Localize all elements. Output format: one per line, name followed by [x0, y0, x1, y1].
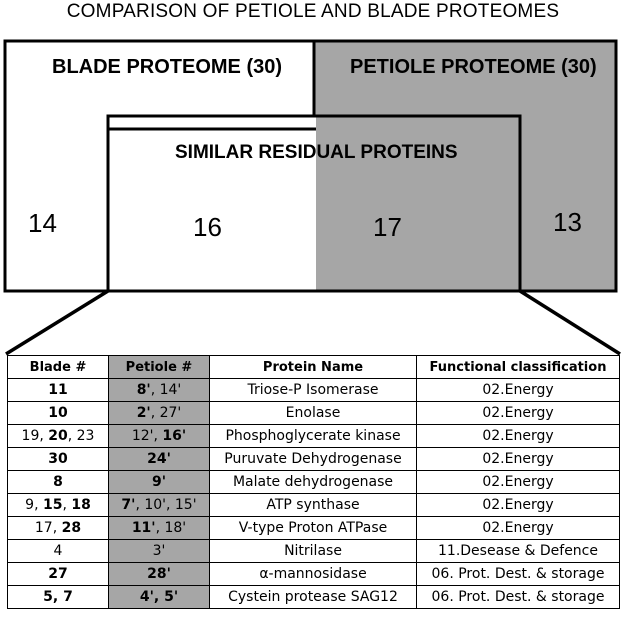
petiole-number-cell-part: , 14' [150, 382, 182, 398]
blade-proteome-label: BLADE PROTEOME (30) [52, 56, 283, 78]
petiole-number-cell [109, 563, 210, 586]
blade-number-cell-part: 9, [25, 497, 43, 513]
petiole-number-cell-part: 3' [152, 543, 166, 559]
protein-name-cell: Triose-P Isomerase [210, 379, 417, 402]
protein-name-cell: Nitrilase [210, 540, 417, 563]
table-row [8, 448, 620, 471]
connector-trapezoid [6, 291, 620, 354]
functional-classification-cell: 02.Energy [417, 517, 620, 540]
table-row [8, 517, 620, 540]
table-row [8, 494, 620, 517]
blade-number-cell [8, 425, 109, 448]
protein-name-cell: α-mannosidase [210, 563, 417, 586]
table-row [8, 402, 620, 425]
table-row [8, 425, 620, 448]
petiole-number-cell [109, 540, 210, 563]
blade-number-cell-part: , [62, 497, 72, 513]
blade-number-cell [8, 563, 109, 586]
petiole-number-cell [109, 494, 210, 517]
petiole-proteome-label: PETIOLE PROTEOME (30) [350, 56, 597, 78]
functional-classification-cell: 06. Prot. Dest. & storage [417, 563, 620, 586]
figure-title: COMPARISON OF PETIOLE AND BLADE PROTEOMES [66, 1, 560, 22]
functional-classification-cell: 02.Energy [417, 425, 620, 448]
functional-classification-cell: 02.Energy [417, 379, 620, 402]
blade-number-cell [8, 517, 109, 540]
blade-number-cell-part: 28 [61, 520, 82, 536]
blade-number-cell-part: 10 [48, 405, 68, 421]
header-blade: Blade # [8, 356, 109, 379]
petiole-number-cell-part: 24' [147, 451, 171, 467]
blade-number-cell [8, 586, 109, 609]
functional-classification-cell: 02.Energy [417, 448, 620, 471]
functional-classification-cell: 11.Desease & Defence [417, 540, 620, 563]
protein-name-cell: ATP synthase [210, 494, 417, 517]
petiole-number-cell-part: 12', [131, 428, 163, 444]
blade-number-cell-part: 27 [48, 566, 68, 582]
table-row [8, 540, 620, 563]
blade-number-cell-part: 30 [48, 451, 68, 467]
blade-number-cell [8, 494, 109, 517]
table-body [8, 379, 620, 609]
blade-number-cell-part: 8 [53, 474, 63, 490]
table-row [8, 586, 620, 609]
petiole-number-cell [109, 586, 210, 609]
petiole-number-cell-part: 4', 5' [139, 589, 179, 605]
functional-classification-cell: 02.Energy [417, 471, 620, 494]
blade-number-cell [8, 471, 109, 494]
header-petiole: Petiole # [109, 356, 210, 379]
blade-number-cell-part: 4 [53, 543, 63, 559]
petiole-number-cell-part: 16' [162, 428, 187, 444]
petiole-number-cell [109, 379, 210, 402]
blade-number-cell [8, 448, 109, 471]
table-row [8, 471, 620, 494]
blade-number-cell-part: 19, [21, 428, 49, 444]
similar-residual-label: SIMILAR RESIDUAL PROTEINS [175, 142, 458, 163]
protein-name-cell: Cystein protease SAG12 [210, 586, 417, 609]
petiole-number-cell-part: , 18' [155, 520, 187, 536]
petiole-number-cell [109, 471, 210, 494]
protein-name-cell: Enolase [210, 402, 417, 425]
blade-number-cell [8, 402, 109, 425]
protein-name-cell: Puruvate Dehydrogenase [210, 448, 417, 471]
functional-classification-cell: 02.Energy [417, 402, 620, 425]
petiole-number-cell-part: 28' [147, 566, 171, 582]
header-functional-classification: Functional classification [417, 356, 620, 379]
petiole-number-cell [109, 402, 210, 425]
blade-only-count: 14 [28, 208, 57, 238]
protein-name-cell: Malate dehydrogenase [210, 471, 417, 494]
petiole-number-cell-part: 7' [121, 497, 136, 513]
functional-classification-cell: 06. Prot. Dest. & storage [417, 586, 620, 609]
blade-number-cell-part: , 23 [67, 428, 95, 444]
blade-number-cell [8, 379, 109, 402]
petiole-number-cell-part: , 27' [150, 405, 182, 421]
petiole-number-cell-part: 8' [136, 382, 151, 398]
blade-number-cell-part: 17, [34, 520, 62, 536]
petiole-number-cell [109, 448, 210, 471]
blade-number-cell-part: 18 [71, 497, 91, 513]
petiole-only-count: 13 [553, 207, 582, 237]
blade-number-cell-part: 5, 7 [43, 589, 73, 605]
header-protein-name: Protein Name [210, 356, 417, 379]
blade-similar-count: 16 [193, 212, 222, 242]
functional-classification-cell: 02.Energy [417, 494, 620, 517]
similar-proteins-table [7, 355, 620, 609]
blade-number-cell [8, 540, 109, 563]
blade-number-cell-part: 20 [48, 428, 68, 444]
petiole-similar-count: 17 [373, 212, 402, 242]
petiole-number-cell-part: 11' [131, 520, 156, 536]
table-row [8, 563, 620, 586]
petiole-number-cell-part: 9' [151, 474, 167, 490]
petiole-number-cell [109, 517, 210, 540]
blade-number-cell-part: 15 [42, 497, 63, 513]
petiole-number-cell-part: 2' [136, 405, 151, 421]
protein-name-cell: V-type Proton ATPase [210, 517, 417, 540]
table-header-row [8, 356, 620, 379]
table-row [8, 379, 620, 402]
petiole-number-cell [109, 425, 210, 448]
petiole-number-cell-part: , 10', 15' [135, 497, 197, 513]
protein-name-cell: Phosphoglycerate kinase [210, 425, 417, 448]
blade-number-cell-part: 11 [48, 382, 68, 398]
